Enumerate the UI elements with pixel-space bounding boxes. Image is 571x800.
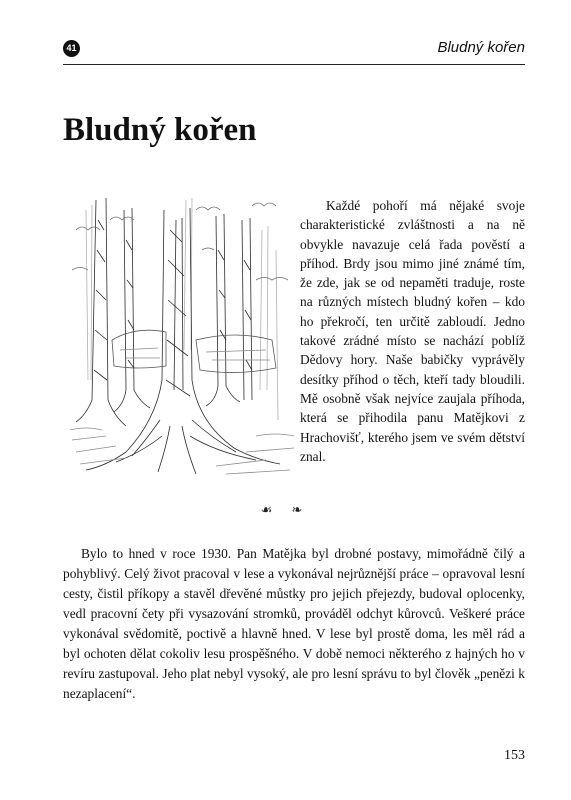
page-header xyxy=(63,38,525,60)
section-ornament: ☙ ❧ xyxy=(260,502,311,517)
header-rule xyxy=(63,64,525,65)
running-title: Bludný kořen xyxy=(437,39,525,56)
intro-paragraph: Každé pohoří má nějaké svoje charakteristické zvláštnosti a na ně obvykle navazuje celá řada pověstí a příhod. Brdy jsou mimo jiné známé tím, že zde, jak se od nepaměti traduje, roste na různých místech bludný kořen – kdo ho překročí, ten určitě zabloudí. Jedno takové zrádné místo se nachází poblíž Dědovy hory. Naše babičky vyprávěly desítky příhod o těch, kteří tady bloudili. Mě osobně však nejvíce zaujala příhoda, která se přihodila panu Matějkovi z Hrachovišť, kterého jsem ve svém dětství znal. xyxy=(300,198,525,464)
body-paragraph: Bylo to hned v roce 1930. Pan Matějka byl drobné postavy, mimořádně čilý a pohyblivý. Celý život pracoval v lese a vykonával nejrůznější práce – opravoval lesní cesty, čistil příkopy a stavěl dřevěné můstky pro jejich přejezdy, budoval oplocenky, vedl pracovní čety při vysazování stromků, prováděl odchyt kůrovců. Veškeré práce vykonával svědomitě, poctivě a hlavně hned. V lese byl prostě doma, les měl rád a byl ochoten dělat cokoliv lesu prospěšného. V době nemoci některého z hajných ho v revíru zastupoval. Jeho plat nebyl vysoký, ale pro lesní správu to byl člověk „penězi k nezaplacení“. xyxy=(63,546,525,701)
page-number: 153 xyxy=(504,748,525,763)
chapter-number-badge: 41 xyxy=(63,40,80,57)
forest-roots-illustration xyxy=(66,190,300,482)
chapter-title: Bludný kořen xyxy=(63,112,257,148)
